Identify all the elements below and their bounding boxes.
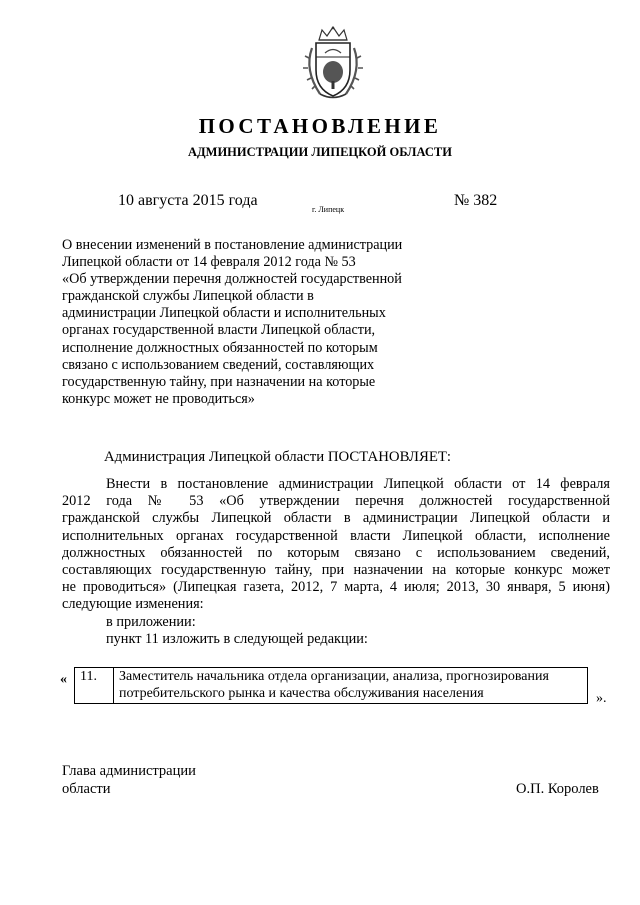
document-city: г. Липецк: [312, 205, 345, 214]
body-paragraph: [62, 476, 610, 648]
heading-line: государственную тайну, при назначении на которые: [62, 373, 376, 390]
position-line: Заместитель начальника отдела организации, анализа, прогнозирования: [119, 669, 549, 684]
signature-position-line: Глава администрации: [62, 763, 196, 779]
paragraph-line: следующие изменения:: [62, 596, 204, 613]
document-heading: [62, 237, 442, 408]
amendment-table: [74, 667, 588, 704]
table-cell-number: 11.: [75, 668, 114, 704]
item-line: пункт 11 изложить в следующей редакции:: [106, 630, 368, 647]
table-row: [75, 668, 588, 704]
paragraph-line: составляющих государственную тайну, при назначении на которые конкурс может: [62, 562, 610, 579]
table-cell-position: [114, 668, 588, 704]
heading-line: органах государственной власти Липецкой области,: [62, 322, 376, 339]
signature-position-line: области: [62, 780, 111, 797]
paragraph-line: исполнительных органах государственной власти Липецкой области, исполнение: [62, 527, 610, 544]
quote-close: ».: [596, 691, 607, 706]
quote-open: «: [60, 672, 67, 687]
heading-line: Липецкой области от 14 февраля 2012 года № 53: [62, 254, 356, 271]
paragraph-line: гражданской службы Липецкой области в администрации Липецкой области и: [62, 510, 610, 527]
document-date: 10 августа 2015 года: [118, 192, 258, 209]
position-line: потребительского рынка и качества обслуживания населения: [119, 685, 484, 701]
heading-line: конкурс может не проводиться»: [62, 390, 255, 407]
document-number: № 382: [454, 192, 498, 209]
signature-name: О.П. Королев: [516, 781, 599, 797]
heading-line: «Об утверждении перечня должностей государственной: [62, 271, 402, 288]
paragraph-line: должностных обязанностей по которым связано с использованием сведений,: [62, 544, 610, 561]
heading-line: гражданской службы Липецкой области в: [62, 288, 314, 305]
heading-line: связано с использованием сведений, составляющих: [62, 356, 375, 373]
heading-line: администрации Липецкой области и исполнительных: [62, 305, 386, 322]
paragraph-line: 2012 года № 53 «Об утверждении перечня должностей государственной: [62, 493, 610, 510]
appendix-line: в приложении:: [106, 613, 196, 630]
document-subtitle: АДМИНИСТРАЦИИ ЛИПЕЦКОЙ ОБЛАСТИ: [188, 145, 452, 159]
heading-line: исполнение должностных обязанностей по которым: [62, 339, 378, 356]
lipetsk-coat-of-arms-icon: [300, 26, 366, 102]
document-title: ПОСТАНОВЛЕНИЕ: [198, 114, 442, 138]
decree-statement: Администрация Липецкой области ПОСТАНОВЛЯЕТ:: [104, 449, 452, 465]
paragraph-line: Внести в постановление администрации Липецкой области от 14 февраля: [106, 476, 610, 492]
signature-position: [62, 763, 196, 798]
paragraph-line: не проводиться» (Липецкая газета, 2012, 7 марта, 4 июля; 2013, 30 января, 5 июня): [62, 579, 610, 596]
heading-line: О внесении изменений в постановление администрации: [62, 237, 403, 253]
